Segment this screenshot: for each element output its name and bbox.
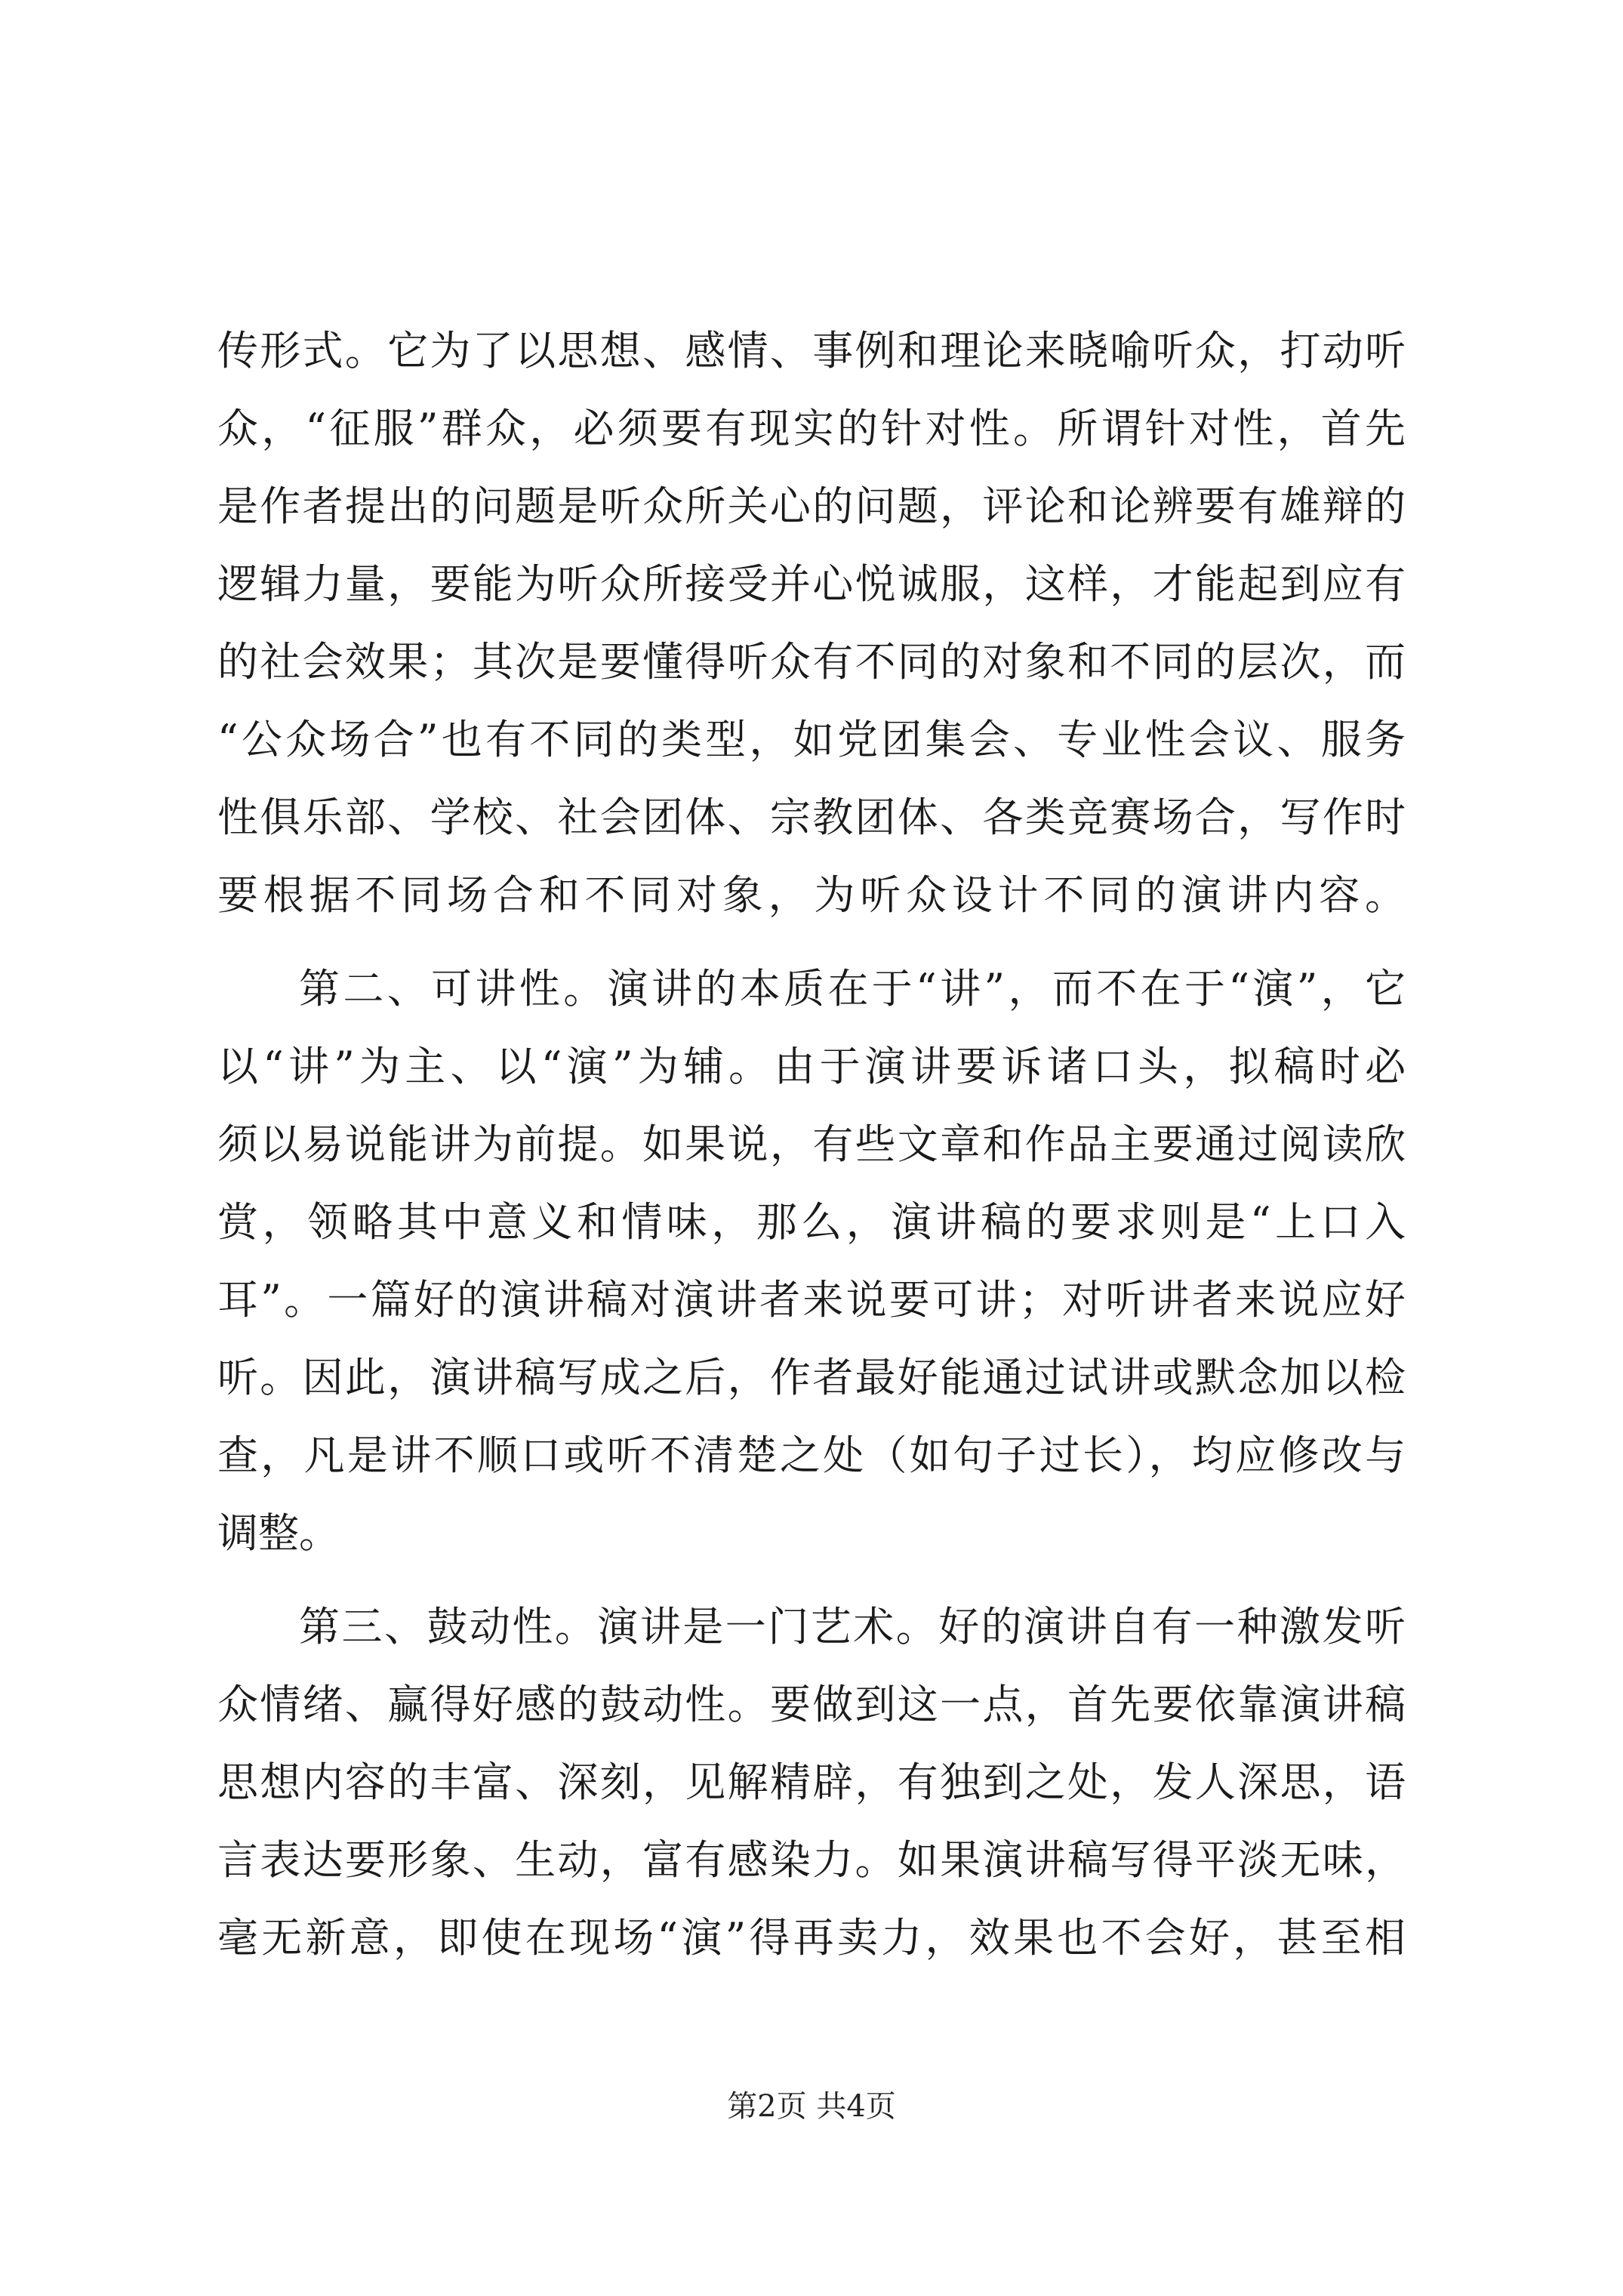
text-line-content: 第三、鼓动性。演讲是一门艺术。好的演讲自有一种激发听 — [299, 1603, 1408, 1650]
text-line-content: 赏，领略其中意义和情味，那么，演讲稿的要求则是“上口入 — [217, 1198, 1410, 1246]
text-line-content: 众情绪、赢得好感的鼓动性。要做到这一点，首先要依靠演讲稿 — [217, 1681, 1408, 1728]
paragraph-first-line — [0, 1586, 1623, 1669]
text-line — [0, 1259, 1623, 1342]
text-line-content: 的社会效果；其次是要懂得听众有不同的对象和不同的层次，而 — [217, 638, 1408, 686]
text-line-content: 逻辑力量，要能为听众所接受并心悦诚服，这样，才能起到应有 — [217, 560, 1408, 608]
text-line — [0, 854, 1623, 937]
text-line-content: 众，“征服”群众，必须要有现实的针对性。所谓针对性，首先 — [217, 405, 1409, 452]
text-line-content: 耳”。一篇好的演讲稿对演讲者来说要可讲；对听讲者来说应好 — [217, 1276, 1409, 1324]
text-line — [0, 1819, 1623, 1902]
text-line — [0, 1025, 1623, 1108]
text-line-content: 以“讲”为主、以“演”为辅。由于演讲要诉诸口头，拟稿时必 — [217, 1043, 1411, 1090]
page-footer — [0, 2084, 1623, 2129]
text-line — [0, 543, 1623, 626]
text-line — [0, 1897, 1623, 1980]
text-line — [0, 698, 1623, 781]
text-line-content: 思想内容的丰富、深刻，见解精辟，有独到之处，发人深思，语 — [217, 1758, 1408, 1806]
text-line-content: 性俱乐部、学校、社会团体、宗教团体、各类竞赛场合，写作时 — [217, 794, 1408, 841]
text-line — [0, 621, 1623, 704]
text-line-content: 查，凡是讲不顺口或听不清楚之处（如句子过长），均应修改与 — [217, 1432, 1409, 1479]
text-line-content: 是作者提出的问题是听众所关心的问题，评论和论辨要有雄辩的 — [217, 482, 1408, 530]
text-line-content: 须以易说能讲为前提。如果说，有些文章和作品主要通过阅读欣 — [217, 1120, 1408, 1168]
text-line — [0, 387, 1623, 470]
text-line — [0, 1741, 1623, 1824]
text-line — [0, 1414, 1623, 1497]
text-line — [0, 776, 1623, 859]
text-line-content: 毫无新意，即使在现场“演”得再卖力，效果也不会好，甚至相 — [217, 1914, 1409, 1962]
text-line-content: 第二、可讲性。演讲的本质在于“讲”，而不在于“演”，它 — [299, 965, 1409, 1012]
text-line — [0, 1103, 1623, 1186]
text-line — [0, 310, 1623, 393]
text-line-content: 调整。 — [217, 1509, 340, 1557]
page-number-label: 第2页 共4页 — [727, 2089, 896, 2124]
text-line-content: 听。因此，演讲稿写成之后，作者最好能通过试讲或默念加以检 — [217, 1354, 1408, 1401]
text-line-content: 要根据不同场合和不同对象，为听众设计不同的演讲内容。 — [217, 871, 1411, 919]
text-line — [0, 1492, 1623, 1575]
text-line-content: 言表达要形象、生动，富有感染力。如果演讲稿写得平淡无味， — [217, 1836, 1408, 1884]
text-line — [0, 1663, 1623, 1746]
text-line — [0, 465, 1623, 548]
text-line-content: “公众场合”也有不同的类型，如党团集会、专业性会议、服务 — [217, 716, 1409, 763]
text-line — [0, 1336, 1623, 1419]
paragraph-first-line — [0, 948, 1623, 1031]
text-line-content: 传形式。它为了以思想、感情、事例和理论来晓喻听众，打动听 — [217, 327, 1408, 374]
text-line — [0, 1181, 1623, 1264]
